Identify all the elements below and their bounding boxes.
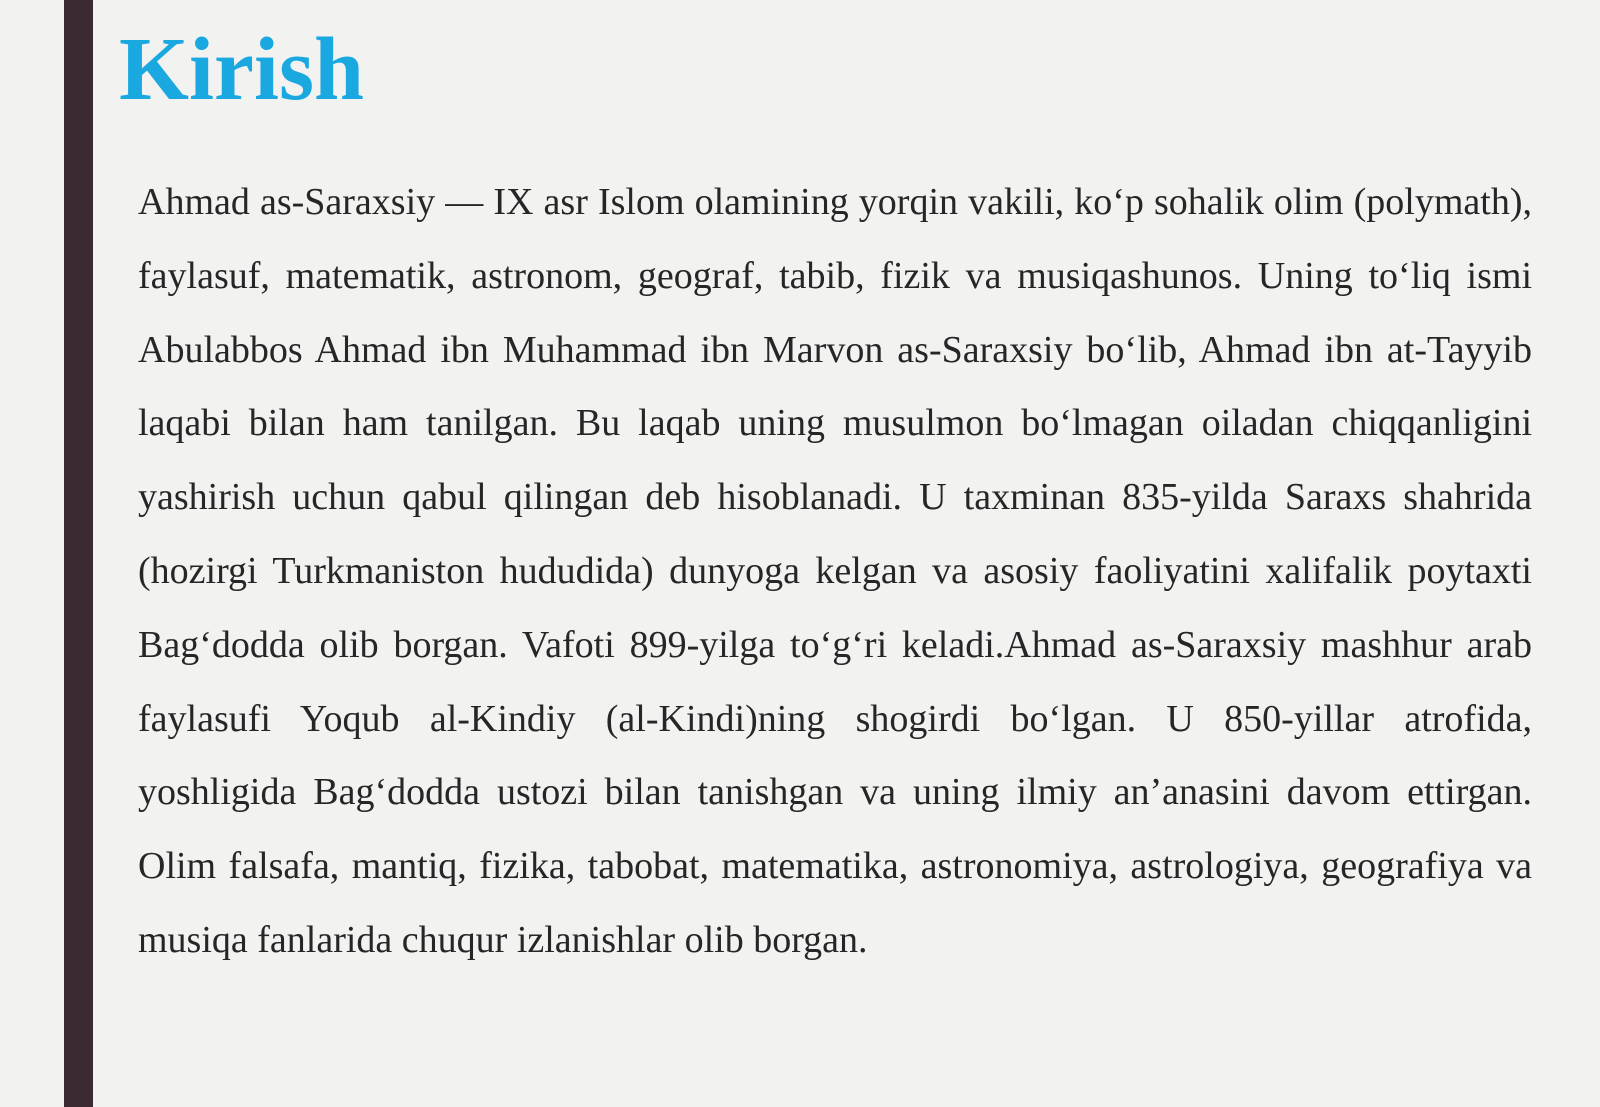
body-paragraph: Ahmad as-Saraxsiy — IX asr Islom olamining yorqin vakili, ko‘p sohalik olim (polymath), faylasuf, matematik, astronom, geograf, tabib, fizik va musiqashunos. Uning to‘liq ismi Abulabbos Ahmad ibn Muhammad ibn Marvon as-Saraxsiy bo‘lib, Ahmad ibn at-Tayyib laqabi bilan ham tanilgan. Bu laqab uning musulmon bo‘lmagan oiladan chiqqanligini yashirish uchun qabul qilingan deb hisoblanadi. U taxminan 835-yilda Saraxs shahrida (hozirgi Turkmaniston hududida) dunyoga kelgan va asosiy faoliyatini xalifalik poytaxti Bag‘dodda olib borgan. Vafoti 899-yilga to‘g‘ri keladi.Ahmad as-Saraxsiy mashhur arab faylasufi Yoqub al-Kindiy (al-Kindi)ning shogirdi bo‘lgan. U 850-yillar atrofida, yoshligida Bag‘dodda ustozi bilan tanishgan va uning ilmiy an’anasini davom ettirgan. Olim falsafa, mantiq, fizika, tabobat, matematika, astronomiya, astrologiya, geografiya va musiqa fanlarida chuqur izlanishlar olib borgan.	[138, 181, 1532, 961]
slide-title: Kirish	[119, 20, 365, 119]
accent-bar	[64, 0, 93, 1107]
